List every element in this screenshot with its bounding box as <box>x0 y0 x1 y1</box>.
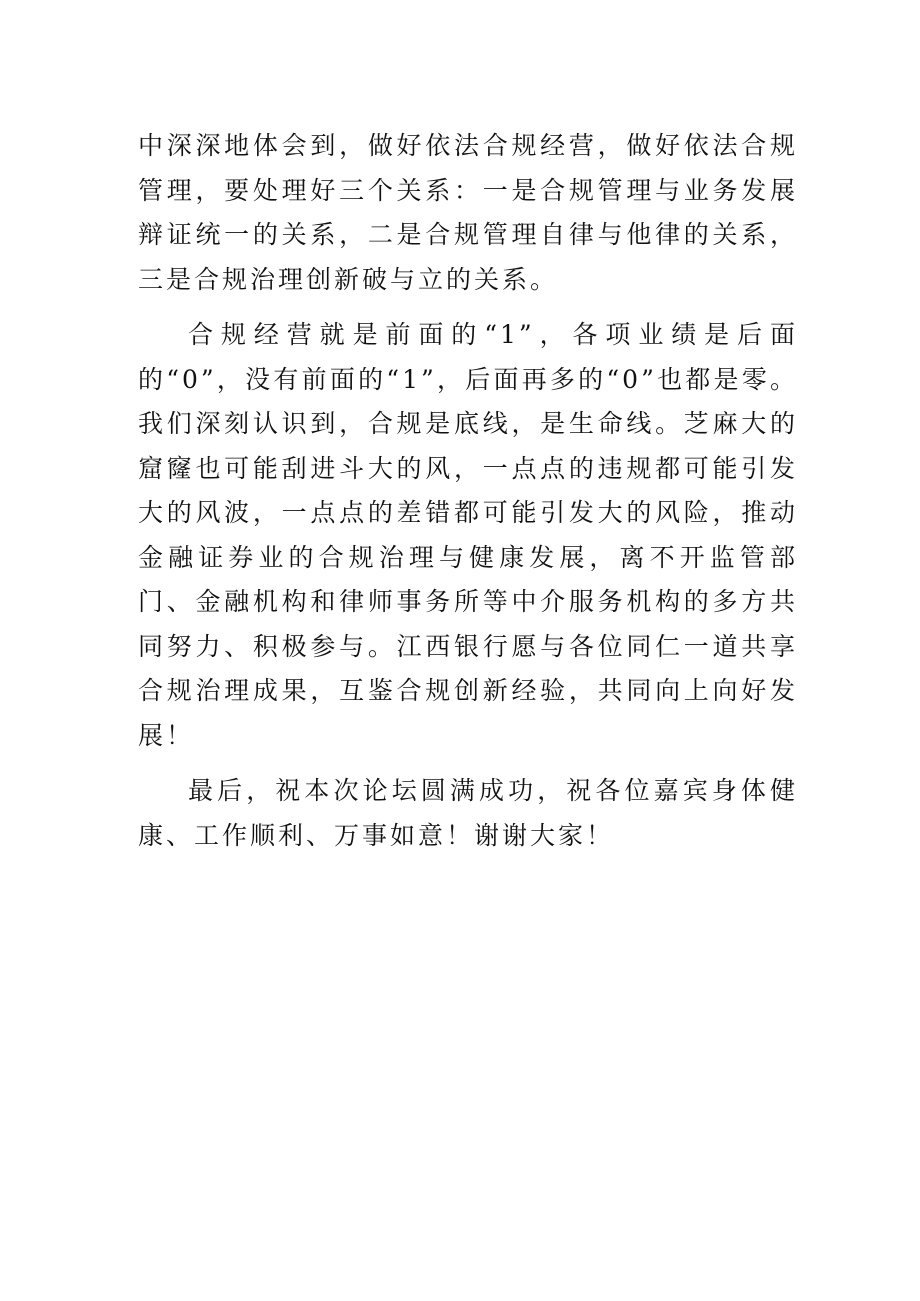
paragraph-closing-wishes: 最后，祝本次论坛圆满成功，祝各位嘉宾身体健康、工作顺利、万事如意！谢谢大家！ <box>138 776 798 850</box>
paragraph-continuation: 中深深地体会到，做好依法合规经营，做好依法合规管理，要处理好三个关系：一是合规管理与业务发展辩证统一的关系，二是合规管理自律与他律的关系，三是合规治理创新破与立的关系。 <box>138 131 798 294</box>
document-body <box>138 124 798 869</box>
paragraph-compliance-foundation: 合规经营就是前面的“1”，各项业绩是后面的“0”，没有前面的“1”，后面再多的“0”也都是零。我们深刻认识到，合规是底线，是生命线。芝麻大的窟窿也可能刮进斗大的风，一点点的违规都可能引发大的风波，一点点的差错都可能引发大的风险，推动金融证券业的合规治理与健康发展，离不开监管部门、金融机构和律师事务所等中介服务机构的多方共同努力、积极参与。江西银行愿与各位同仁一道共享合规治理成果，互鉴合规创新经验，共同向上向好发展！ <box>138 320 798 750</box>
